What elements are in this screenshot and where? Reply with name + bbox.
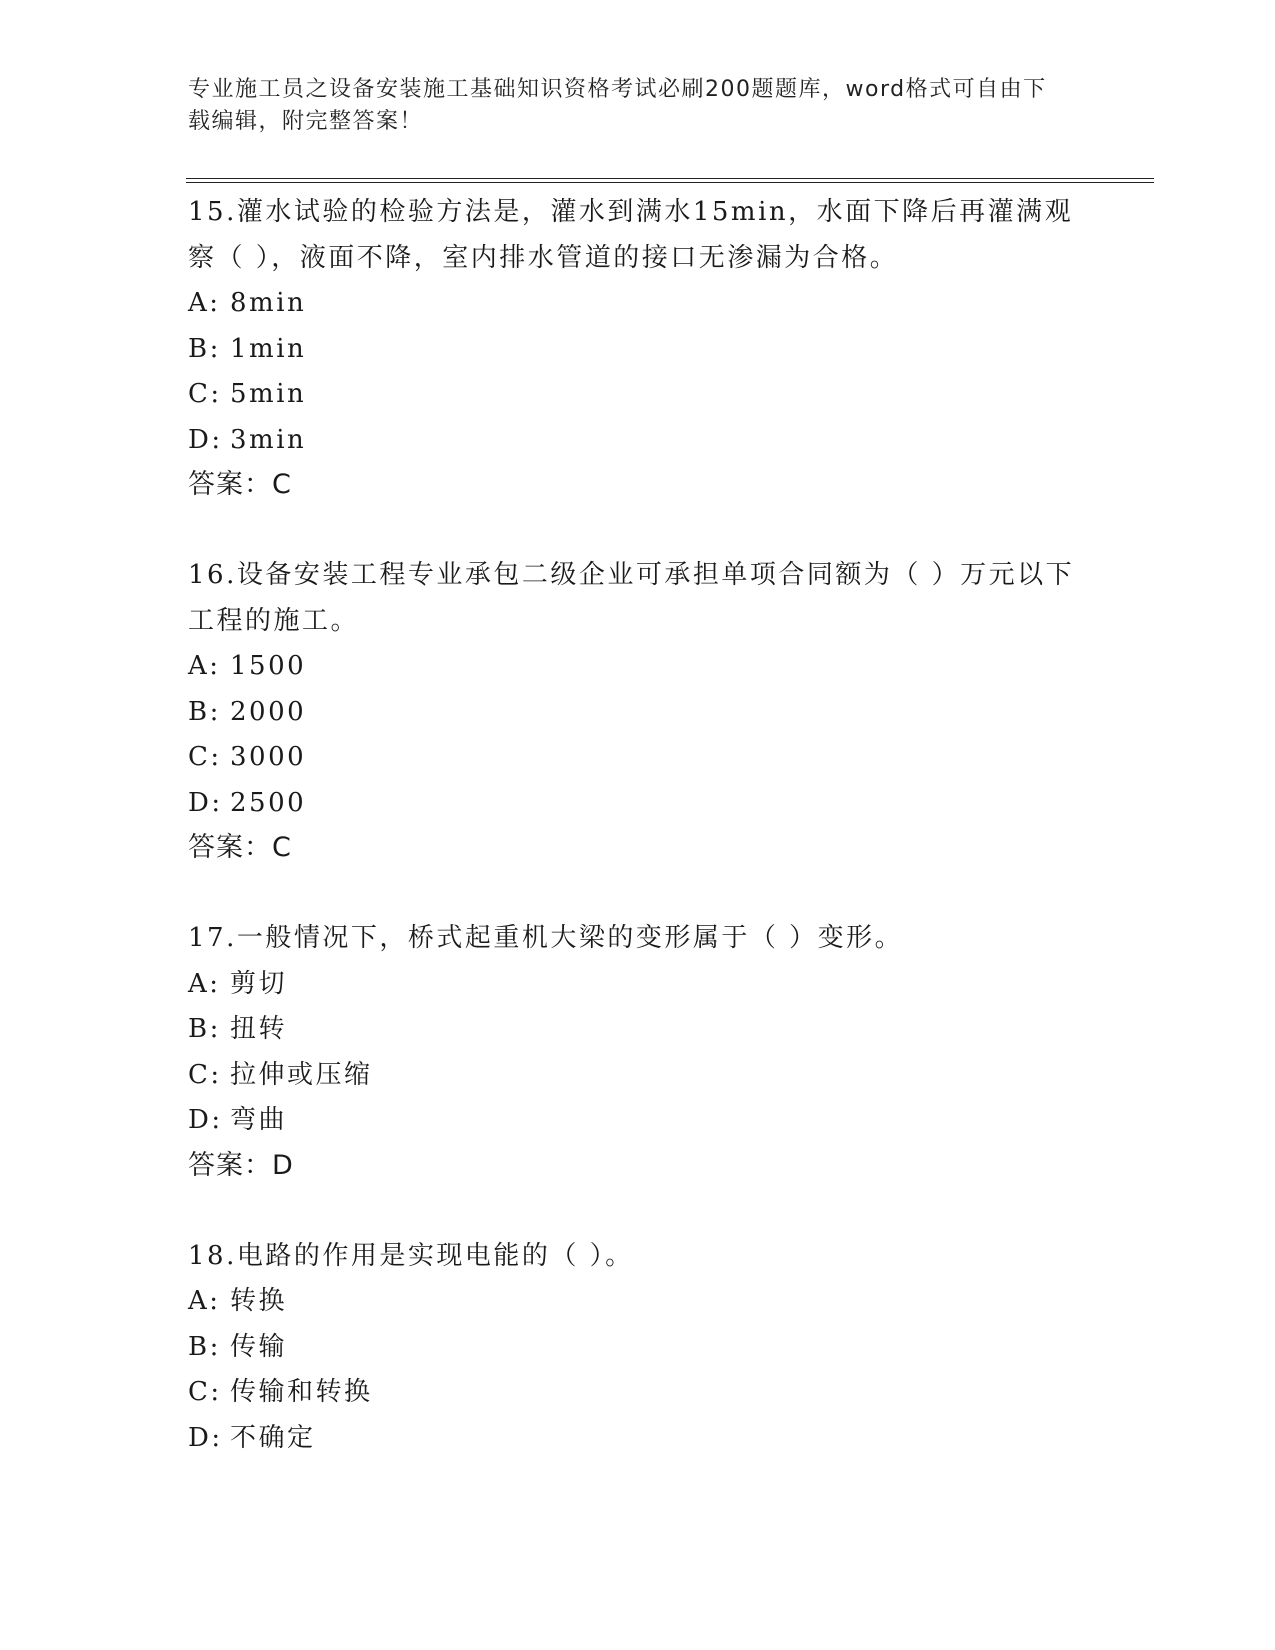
- answer: 答案：D: [188, 1149, 294, 1181]
- answer: 答案：C: [188, 832, 292, 863]
- option-a: [188, 962, 1088, 1008]
- option-c: [188, 1053, 1088, 1099]
- option-letter: D:: [188, 424, 223, 455]
- option-text: 弯曲: [230, 1105, 288, 1135]
- option-c: [188, 735, 1088, 781]
- option-text: 1min: [230, 333, 307, 364]
- option-d: [188, 1098, 1088, 1144]
- option-b: [188, 1007, 1088, 1053]
- option-text: 1500: [230, 651, 307, 681]
- option-letter: A:: [188, 651, 221, 681]
- option-letter: A:: [188, 968, 221, 999]
- option-text: 2500: [230, 787, 307, 818]
- question-17: [188, 916, 1088, 1188]
- option-c: [188, 372, 1088, 418]
- option-letter: C:: [188, 742, 222, 772]
- option-d: [188, 781, 1088, 827]
- option-letter: A:: [188, 1286, 221, 1316]
- answer: 答案：C: [188, 469, 292, 500]
- question-16: [188, 553, 1088, 870]
- divider-line-bottom: [186, 182, 1154, 183]
- question-stem: 17.一般情况下，桥式起重机大梁的变形属于（ ）变形。: [188, 923, 904, 953]
- option-letter: B:: [188, 1331, 221, 1362]
- option-text: 拉伸或压缩: [230, 1059, 373, 1090]
- option-letter: B:: [188, 333, 221, 364]
- option-text: 不确定: [230, 1422, 316, 1453]
- question-stem: 18.电路的作用是实现电能的（ ）。: [188, 1240, 634, 1271]
- option-text: 转换: [230, 1286, 288, 1316]
- option-letter: D:: [188, 1422, 223, 1453]
- header-divider: [186, 178, 1154, 183]
- option-letter: D:: [188, 787, 223, 818]
- option-text: 3000: [230, 742, 307, 772]
- option-text: 传输和转换: [230, 1377, 373, 1407]
- option-text: 2000: [230, 696, 307, 727]
- option-letter: A:: [188, 288, 221, 318]
- option-text: 扭转: [230, 1014, 288, 1044]
- option-b: [188, 690, 1088, 736]
- option-letter: B:: [188, 696, 221, 727]
- option-text: 3min: [230, 424, 307, 455]
- option-letter: C:: [188, 1377, 222, 1407]
- option-b: [188, 1325, 1088, 1371]
- option-letter: C:: [188, 379, 222, 409]
- question-18: [188, 1234, 1088, 1462]
- option-b: [188, 327, 1088, 373]
- option-text: 5min: [230, 379, 307, 409]
- option-a: [188, 644, 1088, 690]
- option-c: [188, 1370, 1088, 1416]
- question-15: [188, 190, 1088, 507]
- option-a: [188, 281, 1088, 327]
- divider-line-top: [186, 178, 1154, 179]
- question-stem: 16.设备安装工程专业承包二级企业可承担单项合同额为（ ）万元以下工程的施工。: [188, 560, 1075, 636]
- question-list: [188, 190, 1088, 1507]
- option-a: [188, 1279, 1088, 1325]
- option-d: [188, 418, 1088, 464]
- option-letter: B:: [188, 1014, 221, 1044]
- document-title: 专业施工员之设备安装施工基础知识资格考试必刷200题题库，word格式可自由下载编辑，附完整答案！: [188, 77, 1047, 134]
- option-text: 剪切: [230, 968, 288, 999]
- option-text: 8min: [230, 288, 307, 318]
- document-header: [188, 74, 1068, 138]
- option-letter: D:: [188, 1105, 223, 1135]
- question-stem: 15.灌水试验的检验方法是，灌水到满水15min，水面下降后再灌满观察（ ），液面不降，室内排水管道的接口无渗漏为合格。: [188, 197, 1074, 273]
- option-letter: C:: [188, 1059, 222, 1090]
- option-d: [188, 1416, 1088, 1462]
- option-text: 传输: [230, 1331, 288, 1362]
